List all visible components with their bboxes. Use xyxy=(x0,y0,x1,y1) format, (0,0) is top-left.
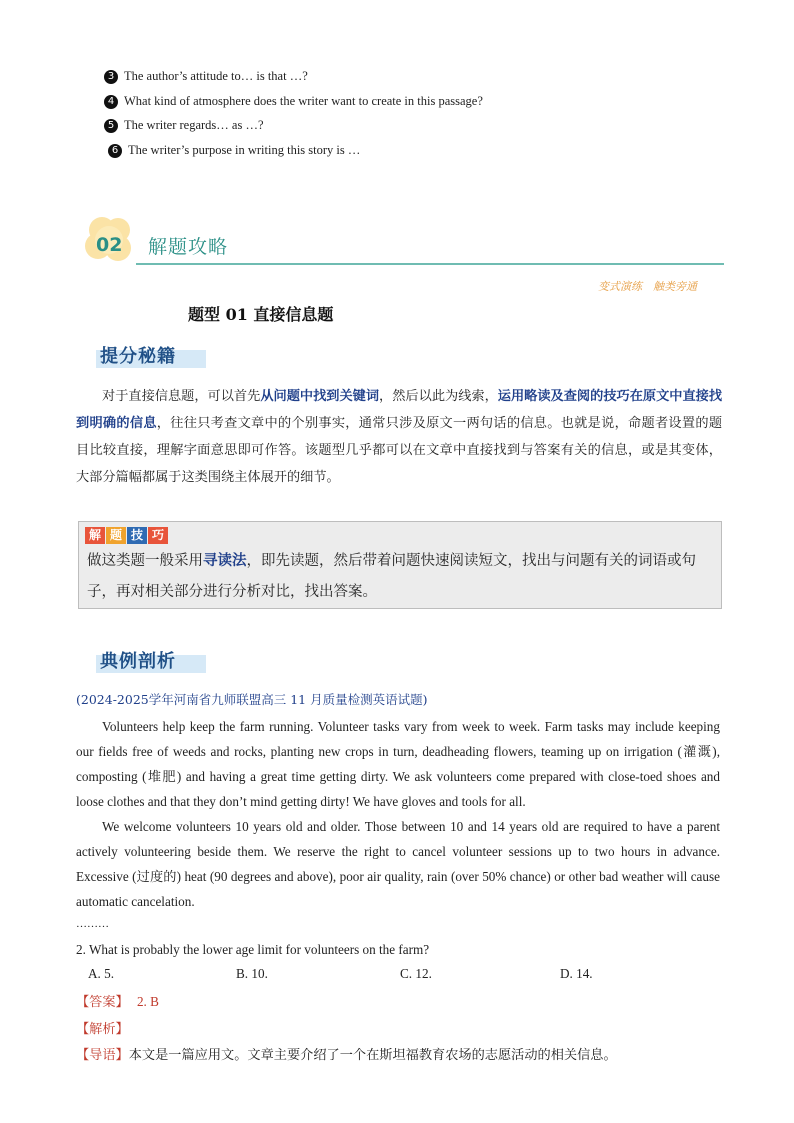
highlight-keyword: 从问题中找到关键词 xyxy=(260,389,380,404)
question-item xyxy=(104,117,264,133)
banner-label: 典例剖析 xyxy=(100,651,176,672)
source-citation: (2024-2025学年河南省九师联盟高三 11 月质量检测英语试题) xyxy=(76,692,428,707)
tip-tag: 题 xyxy=(106,527,126,544)
passage-paragraph: We welcome volunteers 10 years old and older. Those between 10 and 14 years old are required to have a parent actively volunteering beside them. We reserve the right to cancel volunteer sessions up to two hours in advance. Excessive (过度的) heat (90 degrees and above), poor air quality, rain (over 50% chance) or other bad weather will cause automatic cancelation. xyxy=(76,819,720,909)
tip-tag: 巧 xyxy=(148,527,168,544)
banner-tips xyxy=(86,338,206,372)
banner-example xyxy=(86,643,206,677)
type-title: 题型 01 直接信息题 xyxy=(188,305,334,324)
guide-label: 【导语】 xyxy=(76,1048,129,1063)
section-header xyxy=(84,216,724,276)
question-text: The writer’s purpose in writing this story is … xyxy=(127,143,361,157)
answer-line xyxy=(76,991,159,1010)
number-circle: 5 xyxy=(104,119,118,133)
ellipsis: ……… xyxy=(76,918,109,930)
section-divider xyxy=(136,263,724,265)
guide-text: 本文是一篇应用文。文章主要介绍了一个在斯坦福教育农场的志愿活动的相关信息。 xyxy=(128,1048,617,1063)
number-circle: 6 xyxy=(108,144,122,158)
question-text: The author’s attitude to… is that …? xyxy=(123,69,308,83)
analysis-label: 【解析】 xyxy=(76,1022,129,1037)
question-item xyxy=(104,93,483,109)
guide-line xyxy=(76,1044,617,1063)
answer-label: 【答案】 xyxy=(76,995,129,1010)
tip-tag: 技 xyxy=(127,527,147,544)
highlight-method: 运用略读及查阅的技巧在原文中直接找到明确的信息 xyxy=(76,389,723,431)
tip-tag: 解 xyxy=(85,527,105,544)
section-tagline: 变式演练 触类旁通 xyxy=(598,280,697,293)
banner-label: 提分秘籍 xyxy=(100,346,176,367)
answer-value: 2. B xyxy=(136,994,159,1009)
question-text: What kind of atmosphere does the writer want to create in this passage? xyxy=(123,94,483,108)
question-stem: 2. What is probably the lower age limit for volunteers on the farm? xyxy=(76,942,430,957)
section-number: 02 xyxy=(96,234,123,256)
option-c: C. 12. xyxy=(400,966,432,981)
option-d: D. 14. xyxy=(560,966,593,981)
question-item xyxy=(108,142,360,158)
tip-box xyxy=(78,521,722,609)
question-text: The writer regards… as …? xyxy=(123,118,264,132)
highlight-method: 寻读法 xyxy=(203,553,247,569)
option-a: A. 5. xyxy=(88,966,115,981)
intro-paragraph: 对于直接信息题，可以首先从问题中找到关键词，然后以此为线索，运用略读及查阅的技巧在原文中直接找到明确的信息，往往只考查文章中的个别事实，通常只涉及原文一两句话的信息。也就是说，命题者设置的题目比较直接，理解字面意思即可作答。该题型几乎都可以在文章中直接找到与答案有关的信息，或是其变体，大部分篇幅都属于这类围绕主体展开的细节。 xyxy=(76,389,723,485)
number-circle: 3 xyxy=(104,70,118,84)
question-item xyxy=(104,68,308,84)
passage-paragraph: Volunteers help keep the farm running. Volunteer tasks vary from week to week. Farm tasks may include keeping our fields free of weeds and rocks, planting new crops in turn, deadheading flowers, teaming up on irrigation (灌溉), composting (堆肥) and having a great time getting dirty. We ask volunteers come prepared with close-toed shoes and loose clothes and that they don’t mind getting dirty! We have gloves and tools for all. xyxy=(76,719,720,809)
tip-text: 做这类题一般采用寻读法，即先读题，然后带着问题快速阅读短文，找出与问题有关的词语或句子，再对相关部分进行分析对比，找出答案。 xyxy=(87,553,696,600)
option-b: B. 10. xyxy=(236,966,268,981)
section-title: 解题攻略 xyxy=(148,236,229,258)
number-circle: 4 xyxy=(104,95,118,109)
